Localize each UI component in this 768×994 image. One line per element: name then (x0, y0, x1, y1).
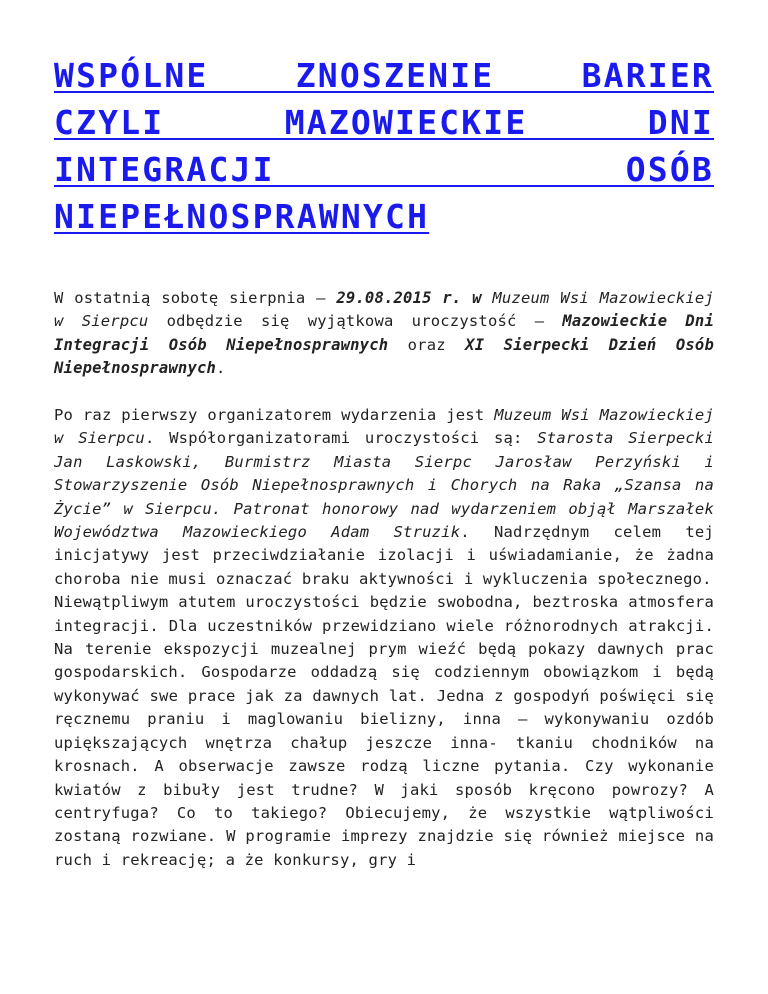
intro-text-4: . (216, 359, 226, 378)
paragraph-intro (54, 287, 714, 381)
paragraph-attractions: Niewątpliwym atutem uroczystości będzie swobodna, beztroska atmosfera integracji. Dla uczestników przewidziano wiele różnorodnych atrakcji. Na terenie ekspozycji muzealnej prym wieźć będą pokazy dawnych prac gospodarskich. Gospodarze oddadzą się codziennym obowiązkom i będą wykonywać swe prace jak za dawnych lat. Jedna z gospodyń poświęci się ręcznemu praniu i maglowaniu bielizny, inna – wykonywaniu ozdób upiększających wnętrza chałup jeszcze inna- tkaniu chodników na krosnach. A obserwacje zawsze rodzą liczne pytania. Czy wykonanie kwiatów z bibuły jest trudne? W jaki sposób kręcono powrozy? A centryfuga? Co to takiego? Obiecujemy, że wszystkie wątpliwości zostaną rozwiane. W programie imprezy znajdzie się również miejsce na ruch i rekreację; a że konkursy, gry i (54, 593, 714, 869)
article-title (54, 52, 714, 240)
paragraph-organizers (54, 404, 714, 591)
organizer-name: Muzeum Wsi Mazowieckiej w Sierpcu (54, 406, 714, 448)
event-date: 29.08.2015 r. w (336, 289, 482, 307)
intro-text-3: oraz (388, 335, 466, 354)
co-organizers: Starosta Sierpecki Jan Laskowski, Burmistrz Miasta Sierpc Jarosław Perzyński i Stowarzyszenie Osób Niepełnosprawnych i Chorych na Raka „Szansa na Życie” w Sierpcu. Patronat honorowy nad wydarzeniem objął Marszałek Województwa Mazowieckiego Adam Struzik (54, 429, 714, 542)
intro-text-2: odbędzie się wyjątkowa uroczystość – (148, 312, 563, 331)
venue-name: Muzeum Wsi Mazowieckiej w Sierpcu (54, 289, 714, 331)
event-name-2: XI Sierpecki Dzień Osób Niepełnosprawnych (54, 335, 714, 378)
article-title-link[interactable]: WSPÓLNE ZNOSZENIE BARIER CZYLI MAZOWIECKIE DNI INTEGRACJI OSÓB NIEPEŁNOSPRAWNYCH (54, 56, 714, 236)
event-name-1: Mazowieckie Dni Integracji Osób Niepełnosprawnych (54, 312, 714, 354)
organizers-text: Po raz pierwszy organizatorem wydarzenia jest (54, 406, 495, 425)
intro-space (482, 289, 493, 307)
intro-text: W ostatnią sobotę sierpnia – (54, 289, 337, 307)
organizers-text-2: . Współorganizatorami uroczystości są: (144, 429, 538, 448)
organizers-text-3: . Nadrzędnym celem tej inicjatywy jest przeciwdziałanie izolacji i uświadamianie, że żadna choroba nie musi oznaczać braku aktywności i wykluczenia społecznego. (54, 523, 714, 588)
article-body (54, 287, 714, 872)
